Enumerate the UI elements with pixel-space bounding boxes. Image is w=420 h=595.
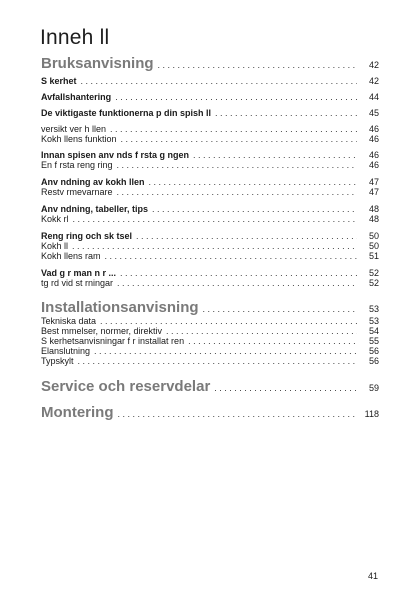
- toc-entry-page: 48: [368, 214, 379, 224]
- toc-section-montering[interactable]: [41, 404, 379, 421]
- toc-entry-page: 46: [368, 150, 379, 160]
- dot-leader: [115, 92, 357, 102]
- toc-entry[interactable]: [41, 160, 379, 170]
- dot-leader: [110, 124, 357, 134]
- dot-leader: [158, 60, 357, 70]
- toc-entry-label: Kokk rl: [41, 214, 69, 224]
- toc-entry[interactable]: [41, 108, 379, 118]
- toc-entry-label: De viktigaste funktionerna p din spish ll: [41, 108, 212, 118]
- dot-leader: [152, 204, 357, 214]
- toc-entry-label: tg rd vid st rningar: [41, 278, 114, 288]
- toc-entry[interactable]: [41, 204, 379, 214]
- toc-entry-page: 45: [368, 108, 379, 118]
- toc-entry-label: S kerhetsanvisningar f r installat ren: [41, 336, 185, 346]
- dot-leader: [105, 251, 357, 261]
- toc-entry-page: 46: [368, 124, 379, 134]
- toc-section-bruksanvisning[interactable]: [41, 55, 379, 72]
- dot-leader: [120, 268, 357, 278]
- toc-entry-label: Kokh llens funktion: [41, 134, 117, 144]
- dot-leader: [188, 336, 357, 346]
- dot-leader: [100, 316, 357, 326]
- toc-entry-page: 51: [368, 251, 379, 261]
- toc-entry-label: Installationsanvisning: [41, 299, 199, 316]
- toc-entry-page: 50: [368, 241, 379, 251]
- toc-entry-label: S kerhet: [41, 76, 77, 86]
- toc-entry-label: Best mmelser, normer, direktiv: [41, 326, 163, 336]
- table-of-contents: [41, 55, 379, 421]
- toc-entry-page: 42: [368, 60, 379, 70]
- toc-entry[interactable]: [41, 316, 379, 326]
- toc-entry[interactable]: [41, 124, 379, 134]
- toc-entry[interactable]: [41, 251, 379, 261]
- toc-entry[interactable]: [41, 278, 379, 288]
- dot-leader: [72, 241, 357, 251]
- toc-entry-label: Anv ndning, tabeller, tips: [41, 204, 149, 214]
- toc-entry[interactable]: [41, 268, 379, 278]
- toc-entry-page: 48: [368, 204, 379, 214]
- toc-entry-page: 56: [368, 356, 379, 366]
- toc-entry-label: Montering: [41, 404, 114, 421]
- toc-entry-page: 53: [368, 304, 379, 314]
- dot-leader: [215, 108, 357, 118]
- toc-entry-label: Innan spisen anv nds f rsta g ngen: [41, 150, 190, 160]
- toc-entry-page: 52: [368, 278, 379, 288]
- dot-leader: [117, 160, 357, 170]
- dot-leader: [166, 326, 357, 336]
- toc-entry-label: Anv ndning av kokh llen: [41, 177, 145, 187]
- toc-entry-page: 46: [368, 160, 379, 170]
- dot-leader: [94, 346, 357, 356]
- toc-entry[interactable]: [41, 231, 379, 241]
- toc-entry[interactable]: [41, 214, 379, 224]
- toc-entry[interactable]: [41, 241, 379, 251]
- dot-leader: [203, 304, 357, 314]
- dot-leader: [149, 177, 357, 187]
- dot-leader: [193, 150, 357, 160]
- toc-entry-label: Kokh ll: [41, 241, 69, 251]
- toc-entry-label: Kokh llens ram: [41, 251, 101, 261]
- toc-entry-page: 44: [368, 92, 379, 102]
- toc-entry-label: En f rsta reng ring: [41, 160, 113, 170]
- toc-entry[interactable]: [41, 326, 379, 336]
- toc-entry-page: 56: [368, 346, 379, 356]
- toc-entry[interactable]: [41, 134, 379, 144]
- dot-leader: [214, 383, 357, 393]
- dot-leader: [118, 409, 358, 419]
- toc-entry-label: Vad g r man n r ...: [41, 268, 117, 278]
- toc-entry[interactable]: [41, 177, 379, 187]
- dot-leader: [117, 278, 357, 288]
- toc-section-installationsanvisning[interactable]: [41, 299, 379, 316]
- toc-entry-label: Elanslutning: [41, 346, 91, 356]
- dot-leader: [73, 214, 357, 224]
- toc-entry[interactable]: [41, 76, 379, 86]
- toc-entry[interactable]: [41, 336, 379, 346]
- toc-entry-page: 50: [368, 231, 379, 241]
- toc-entry-page: 59: [368, 383, 379, 393]
- toc-entry-label: Reng ring och sk tsel: [41, 231, 133, 241]
- toc-entry[interactable]: [41, 150, 379, 160]
- toc-section-service[interactable]: [41, 378, 379, 395]
- page-title: Inneh ll: [40, 26, 110, 49]
- dot-leader: [136, 231, 357, 241]
- toc-entry[interactable]: [41, 346, 379, 356]
- toc-entry-page: 47: [368, 177, 379, 187]
- toc-entry-page: 46: [368, 134, 379, 144]
- dot-leader: [81, 76, 357, 86]
- toc-entry-label: Bruksanvisning: [41, 55, 154, 72]
- toc-entry-label: Typskylt: [41, 356, 74, 366]
- toc-entry-page: 52: [368, 268, 379, 278]
- toc-entry-page: 118: [364, 409, 379, 419]
- dot-leader: [78, 356, 357, 366]
- toc-entry-page: 42: [368, 76, 379, 86]
- page-number: 41: [367, 571, 378, 581]
- toc-entry[interactable]: [41, 356, 379, 366]
- toc-entry[interactable]: [41, 92, 379, 102]
- toc-entry-page: 55: [368, 336, 379, 346]
- toc-entry-page: 47: [368, 187, 379, 197]
- toc-entry-page: 54: [368, 326, 379, 336]
- dot-leader: [121, 134, 357, 144]
- toc-entry-label: versikt ver h llen: [41, 124, 107, 134]
- toc-entry[interactable]: [41, 187, 379, 197]
- toc-entry-label: Restv rmevarnare: [41, 187, 113, 197]
- toc-entry-label: Avfallshantering: [41, 92, 112, 102]
- dot-leader: [117, 187, 357, 197]
- toc-entry-page: 53: [368, 316, 379, 326]
- toc-entry-label: Service och reservdelar: [41, 378, 211, 395]
- toc-entry-label: Tekniska data: [41, 316, 97, 326]
